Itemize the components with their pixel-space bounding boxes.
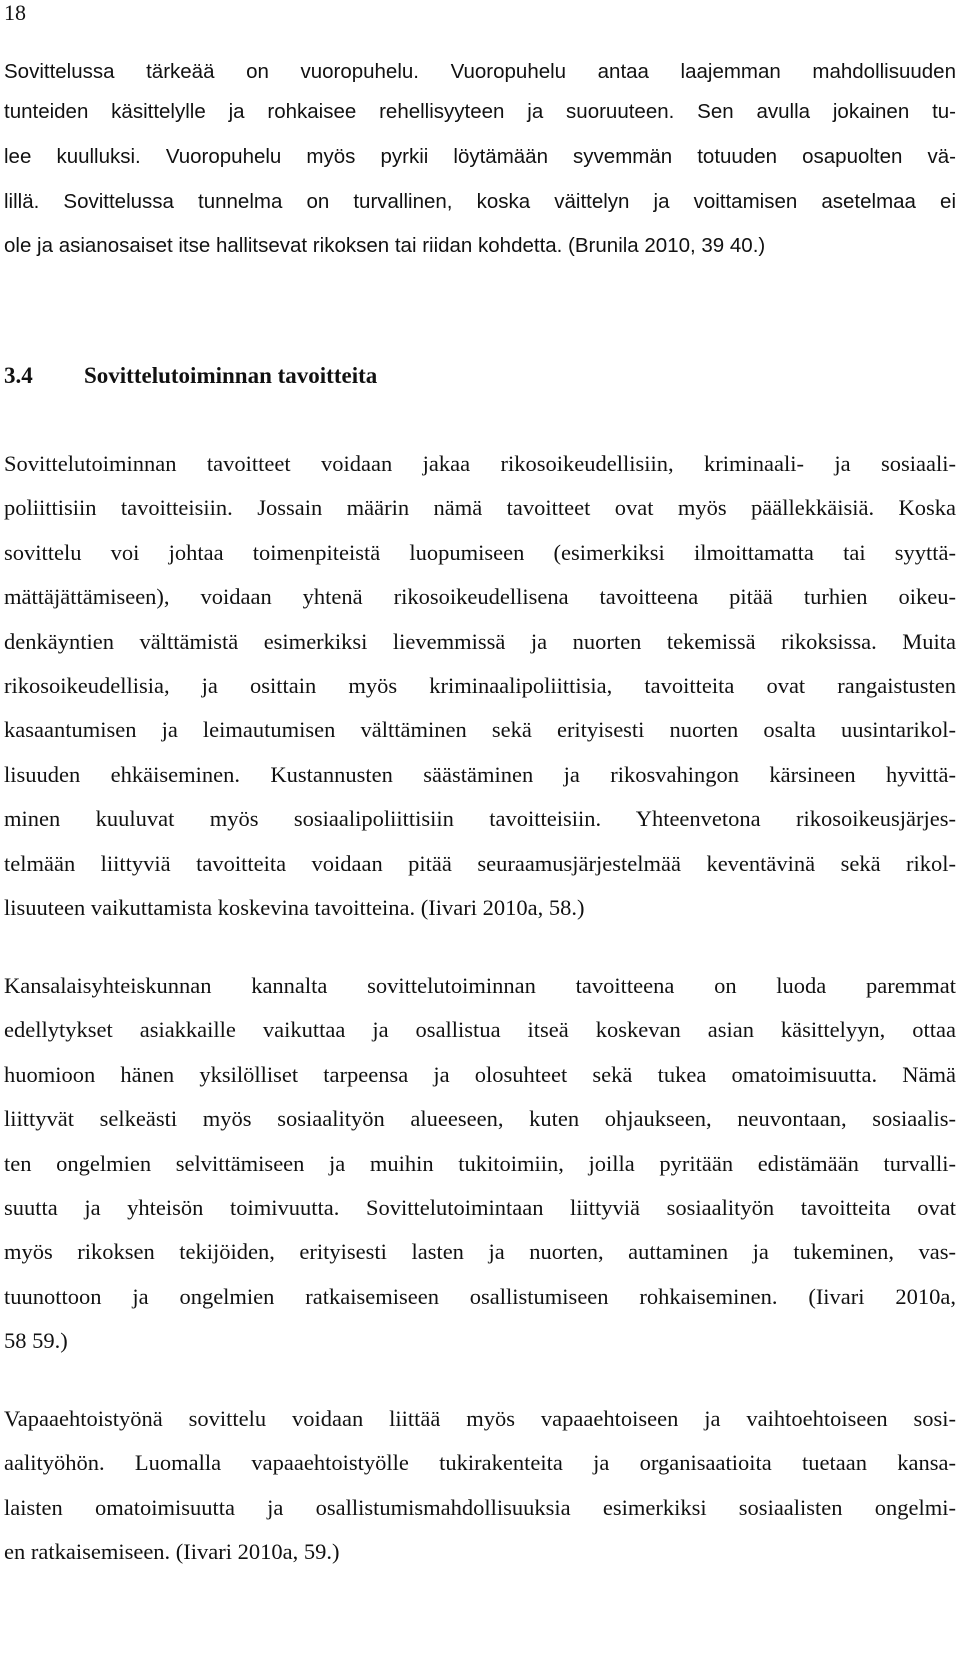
paragraph-line: tuunottoon ja ongelmien ratkaisemiseen osallistumiseen rohkaiseminen. (Iivari 2010a, (4, 1284, 956, 1309)
paragraph-line: myös rikoksen tekijöiden, erityisesti lasten ja nuorten, auttaminen ja tukeminen, vas- (4, 1239, 956, 1264)
paragraph-line: lisuuteen vaikuttamista koskevina tavoitteina. (Iivari 2010a, 58.) (4, 895, 585, 920)
paragraph-line: denkäyntien välttämistä esimerkiksi lievemmissä ja nuorten tekemissä rikoksissa. Muita (4, 629, 956, 654)
section-title: Sovittelutoiminnan tavoitteita (84, 363, 378, 388)
paragraph-line: Sovittelussa tärkeää on vuoropuhelu. Vuoropuhelu antaa laajemman mahdollisuuden (4, 60, 956, 83)
paragraph-line: minen kuuluvat myös sosiaalipoliittisiin tavoitteisiin. Yhteenvetona rikosoikeusjärjes- (4, 806, 956, 831)
paragraph-line: 58 59.) (4, 1328, 68, 1353)
paragraph-line: ole ja asianosaiset itse hallitsevat rikoksen tai riidan kohdetta. (Brunila 2010, 39 40.) (4, 234, 766, 257)
paragraph-line: suutta ja yhteisön toimivuutta. Sovittelutoimintaan liittyviä sosiaalityön tavoitteita ovat (4, 1195, 956, 1220)
paragraph-line: tunteiden käsittelylle ja rohkaisee rehellisyyteen ja suoruuteen. Sen avulla jokainen tu- (4, 100, 956, 123)
paragraph-line: huomioon hänen yksilölliset tarpeensa ja olosuhteet sekä tukea omatoimisuutta. Nämä (4, 1062, 956, 1087)
paragraph-line: lisuuden ehkäiseminen. Kustannusten säästäminen ja rikosvahingon kärsineen hyvittä- (4, 762, 956, 787)
paragraph-line: liittyvät selkeästi myös sosiaalityön alueeseen, kuten ohjaukseen, neuvontaan, sosiaalis- (4, 1106, 956, 1131)
paragraph-line: ten ongelmien selvittämiseen ja muihin tukitoimiin, joilla pyritään edistämään turvalli- (4, 1151, 956, 1176)
paragraph-line: kasaantumisen ja leimautumisen välttäminen sekä erityisesti nuorten osalta uusintarikol- (4, 717, 956, 742)
paragraph-line: telmään liittyviä tavoitteita voidaan pitää seuraamusjärjestelmää keventävinä sekä rikol- (4, 851, 956, 876)
paragraph-line: aalityöhön. Luomalla vapaaehtoistyölle tukirakenteita ja organisaatioita tuetaan kansa- (4, 1450, 956, 1475)
paragraph-line: en ratkaisemiseen. (Iivari 2010a, 59.) (4, 1539, 340, 1564)
paragraph-line: mättäjättämiseen), voidaan yhtenä rikosoikeudellisena tavoitteena pitää turhien oikeu- (4, 584, 956, 609)
page-number: 18 (4, 0, 26, 25)
section-number: 3.4 (4, 363, 33, 388)
paragraph-line: lee kuulluksi. Vuoropuhelu myös pyrkii löytämään syvemmän totuuden osapuolten vä- (4, 145, 956, 168)
paragraph-line: laisten omatoimisuutta ja osallistumismahdollisuuksia esimerkiksi sosiaalisten ongelmi- (4, 1495, 956, 1520)
paragraph-line: Kansalaisyhteiskunnan kannalta sovittelutoiminnan tavoitteena on luoda paremmat (4, 973, 956, 998)
paragraph-line: lillä. Sovittelussa tunnelma on turvallinen, koska väittelyn ja voittamisen asetelmaa ei (4, 190, 956, 213)
paragraph-line: sovittelu voi johtaa toimenpiteistä luopumiseen (esimerkiksi ilmoittamatta tai syyttä- (4, 540, 956, 565)
paragraph-line: Sovittelutoiminnan tavoitteet voidaan jakaa rikosoikeudellisiin, kriminaali- ja sosiaali- (4, 451, 956, 476)
paragraph-line: rikosoikeudellisia, ja osittain myös kriminaalipoliittisia, tavoitteita ovat rangaistusten (4, 673, 956, 698)
paragraph-line: edellytykset asiakkaille vaikuttaa ja osallistua itseä koskevan asian käsittelyyn, ottaa (4, 1017, 956, 1042)
paragraph-line: poliittisiin tavoitteisiin. Jossain määrin nämä tavoitteet ovat myös päällekkäisiä. Koska (4, 495, 956, 520)
section-heading (4, 362, 377, 390)
paragraph-line: Vapaaehtoistyönä sovittelu voidaan liittää myös vapaaehtoiseen ja vaihtoehtoiseen sosi- (4, 1406, 956, 1431)
